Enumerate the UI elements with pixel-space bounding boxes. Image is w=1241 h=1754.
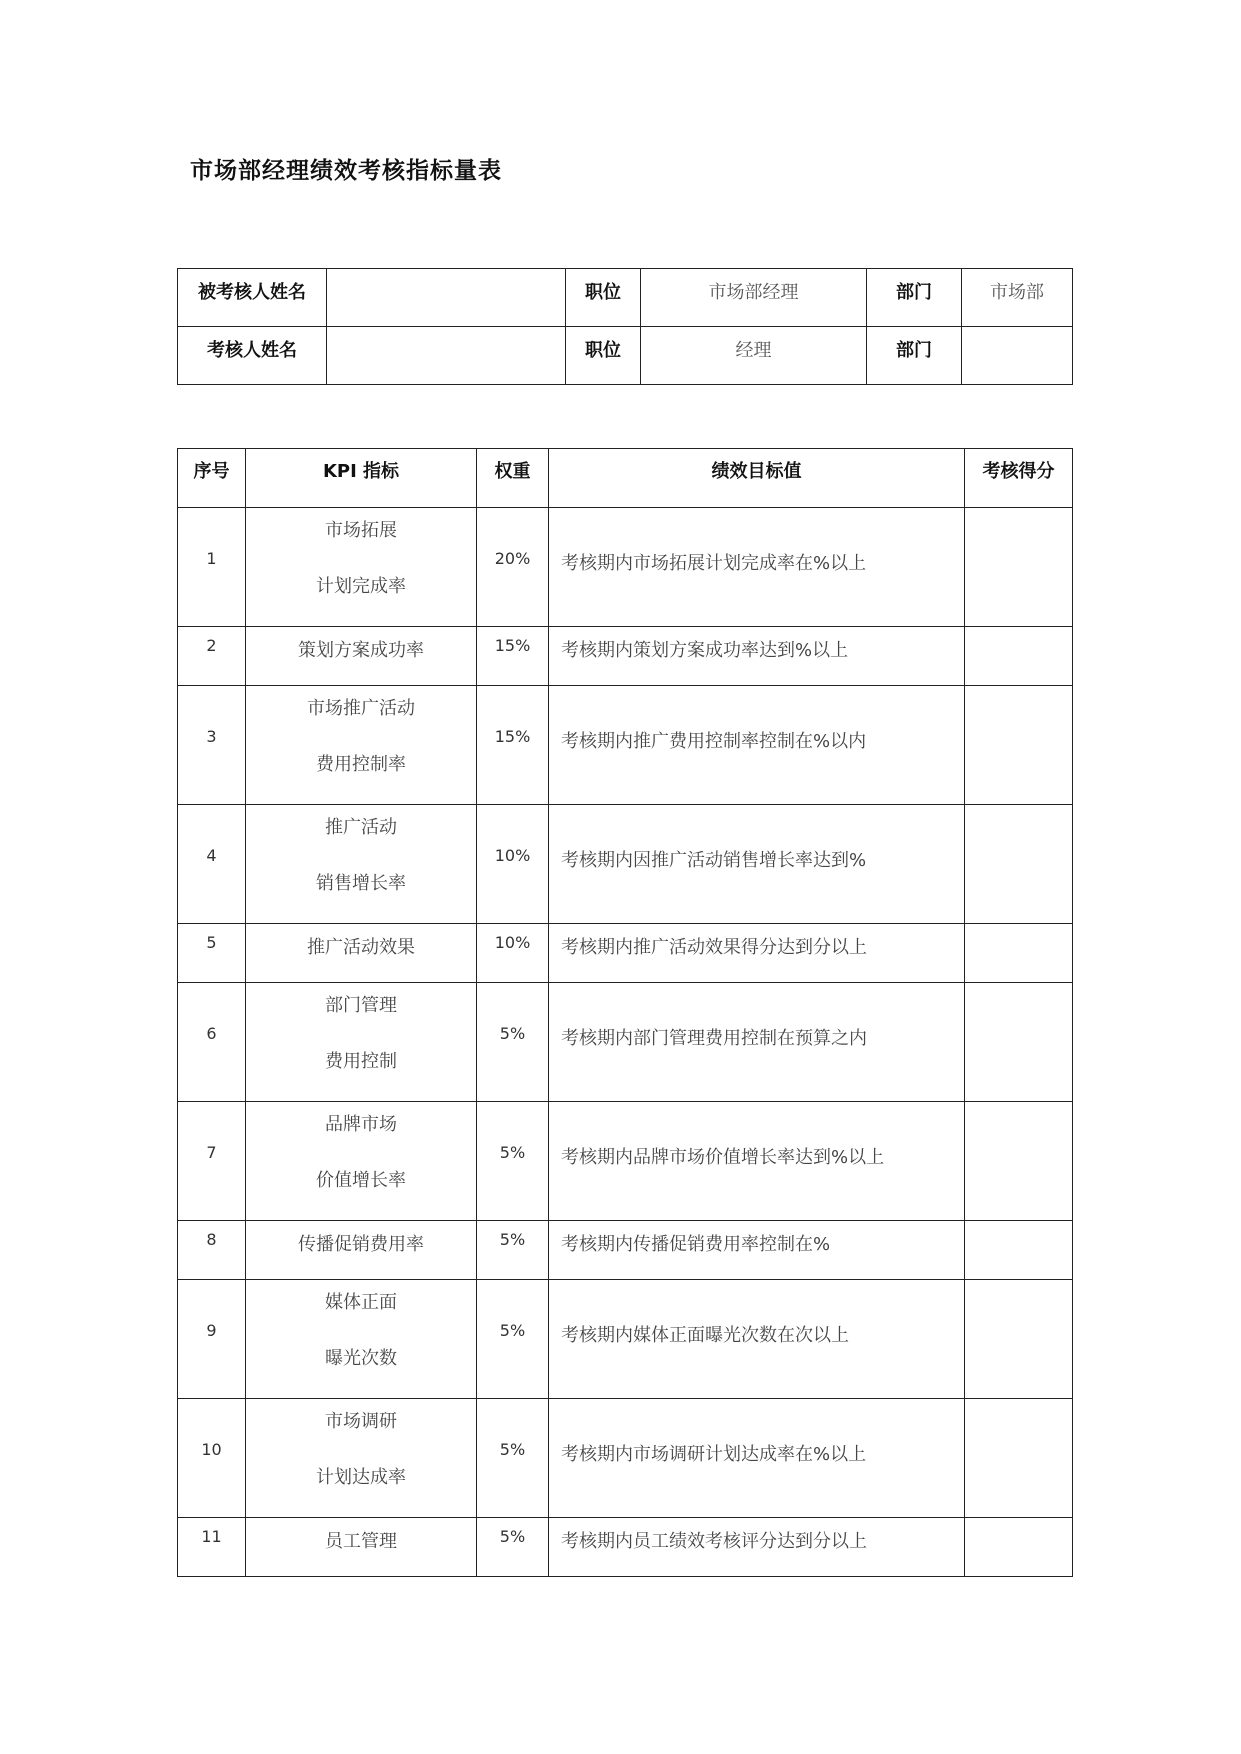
- kpi-weight: 5%: [477, 1221, 549, 1280]
- page-title: 市场部经理绩效考核指标量表: [190, 158, 502, 184]
- kpi-target: 考核期内推广费用控制率控制在%以内: [549, 686, 965, 805]
- kpi-target: 考核期内传播促销费用率控制在%: [549, 1221, 965, 1280]
- kpi-target: 考核期内市场拓展计划完成率在%以上: [549, 508, 965, 627]
- kpi-score-cell[interactable]: [965, 924, 1073, 983]
- kpi-name: [246, 1280, 477, 1399]
- kpi-name: 员工管理: [246, 1518, 477, 1577]
- header-kpi: KPI 指标: [246, 449, 477, 508]
- header-weight: 权重: [477, 449, 549, 508]
- row-no: 6: [178, 983, 246, 1102]
- kpi-header-row: [178, 449, 1073, 508]
- table-row: [178, 805, 1073, 924]
- row-no: 7: [178, 1102, 246, 1221]
- kpi-weight: 15%: [477, 686, 549, 805]
- kpi-table: [177, 448, 1073, 1577]
- kpi-name-line2: 费用控制率: [316, 754, 406, 775]
- kpi-name-line2: 销售增长率: [316, 873, 406, 894]
- kpi-score-cell[interactable]: [965, 1518, 1073, 1577]
- info-row-assessor: [178, 327, 1073, 385]
- kpi-weight: 10%: [477, 805, 549, 924]
- kpi-target: 考核期内因推广活动销售增长率达到%: [549, 805, 965, 924]
- kpi-target: 考核期内品牌市场价值增长率达到%以上: [549, 1102, 965, 1221]
- table-row: [178, 1518, 1073, 1577]
- kpi-name-line1: 部门管理: [325, 995, 397, 1016]
- assessor-position-label: 职位: [566, 327, 641, 385]
- kpi-name: [246, 983, 477, 1102]
- kpi-target: 考核期内媒体正面曝光次数在次以上: [549, 1280, 965, 1399]
- kpi-name-line1: 推广活动: [325, 817, 397, 838]
- kpi-score-cell[interactable]: [965, 983, 1073, 1102]
- table-row: [178, 924, 1073, 983]
- kpi-name-line1: 市场推广活动: [307, 698, 415, 719]
- kpi-target: 考核期内策划方案成功率达到%以上: [549, 627, 965, 686]
- assessor-dept-label: 部门: [867, 327, 962, 385]
- table-row: [178, 1399, 1073, 1518]
- kpi-name-line2: 费用控制: [325, 1051, 397, 1072]
- row-no: 2: [178, 627, 246, 686]
- header-no: 序号: [178, 449, 246, 508]
- header-target: 绩效目标值: [549, 449, 965, 508]
- kpi-score-cell[interactable]: [965, 1399, 1073, 1518]
- table-row: [178, 983, 1073, 1102]
- assessee-dept-value[interactable]: 市场部: [962, 269, 1073, 327]
- kpi-target: 考核期内推广活动效果得分达到分以上: [549, 924, 965, 983]
- kpi-name-line2: 曝光次数: [325, 1348, 397, 1369]
- row-no: 1: [178, 508, 246, 627]
- kpi-score-cell[interactable]: [965, 686, 1073, 805]
- header-score: 考核得分: [965, 449, 1073, 508]
- row-no: 8: [178, 1221, 246, 1280]
- kpi-score-cell[interactable]: [965, 627, 1073, 686]
- table-row: [178, 686, 1073, 805]
- kpi-weight: 5%: [477, 983, 549, 1102]
- table-row: [178, 1280, 1073, 1399]
- table-row: [178, 627, 1073, 686]
- kpi-score-cell[interactable]: [965, 1102, 1073, 1221]
- kpi-score-cell[interactable]: [965, 1221, 1073, 1280]
- kpi-weight: 5%: [477, 1280, 549, 1399]
- kpi-name: [246, 1399, 477, 1518]
- assessor-dept-value[interactable]: [962, 327, 1073, 385]
- info-table: [177, 268, 1073, 385]
- kpi-target: 考核期内市场调研计划达成率在%以上: [549, 1399, 965, 1518]
- kpi-name-line2: 价值增长率: [316, 1170, 406, 1191]
- table-row: [178, 1102, 1073, 1221]
- kpi-name: [246, 686, 477, 805]
- kpi-target: 考核期内员工绩效考核评分达到分以上: [549, 1518, 965, 1577]
- assessee-name-field[interactable]: [327, 269, 566, 327]
- kpi-name: 传播促销费用率: [246, 1221, 477, 1280]
- kpi-weight: 5%: [477, 1399, 549, 1518]
- kpi-weight: 15%: [477, 627, 549, 686]
- kpi-name: [246, 1102, 477, 1221]
- kpi-name-line1: 市场调研: [325, 1411, 397, 1432]
- kpi-name: [246, 508, 477, 627]
- kpi-name: 策划方案成功率: [246, 627, 477, 686]
- assessee-name-label: 被考核人姓名: [178, 269, 327, 327]
- kpi-weight: 10%: [477, 924, 549, 983]
- kpi-name-line1: 媒体正面: [325, 1292, 397, 1313]
- row-no: 10: [178, 1399, 246, 1518]
- kpi-name: 推广活动效果: [246, 924, 477, 983]
- kpi-name-line2: 计划完成率: [316, 576, 406, 597]
- row-no: 4: [178, 805, 246, 924]
- kpi-name: [246, 805, 477, 924]
- row-no: 11: [178, 1518, 246, 1577]
- kpi-name-line2: 计划达成率: [316, 1467, 406, 1488]
- table-row: [178, 1221, 1073, 1280]
- assessor-name-label: 考核人姓名: [178, 327, 327, 385]
- info-row-assessee: [178, 269, 1073, 327]
- kpi-name-line1: 品牌市场: [325, 1114, 397, 1135]
- assessee-dept-label: 部门: [867, 269, 962, 327]
- assessee-position-value[interactable]: 市场部经理: [641, 269, 867, 327]
- assessee-position-label: 职位: [566, 269, 641, 327]
- kpi-weight: 20%: [477, 508, 549, 627]
- table-row: [178, 508, 1073, 627]
- kpi-score-cell[interactable]: [965, 1280, 1073, 1399]
- assessor-position-value[interactable]: 经理: [641, 327, 867, 385]
- kpi-weight: 5%: [477, 1102, 549, 1221]
- kpi-score-cell[interactable]: [965, 508, 1073, 627]
- row-no: 9: [178, 1280, 246, 1399]
- row-no: 5: [178, 924, 246, 983]
- kpi-score-cell[interactable]: [965, 805, 1073, 924]
- kpi-weight: 5%: [477, 1518, 549, 1577]
- kpi-target: 考核期内部门管理费用控制在预算之内: [549, 983, 965, 1102]
- assessor-name-field[interactable]: [327, 327, 566, 385]
- row-no: 3: [178, 686, 246, 805]
- kpi-name-line1: 市场拓展: [325, 520, 397, 541]
